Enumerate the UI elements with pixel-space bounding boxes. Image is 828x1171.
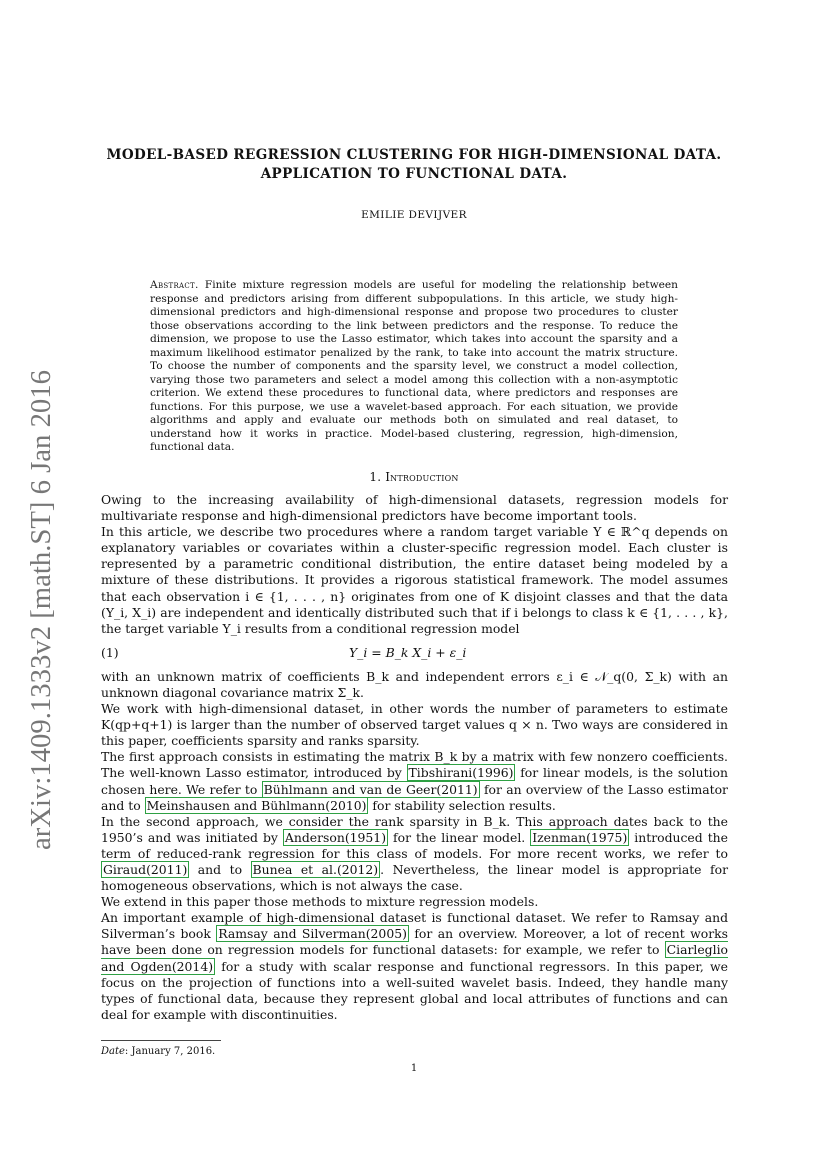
paragraph-text: for linear models, is the solution chosen here. We refer to [101, 765, 728, 797]
citation-link[interactable]: Anderson(1951) [284, 829, 387, 845]
paragraph-text: for the linear model. [388, 829, 531, 845]
citation-link[interactable]: Ramsay and Silverman(2005) [218, 926, 407, 942]
abstract-label: Abstract. [150, 279, 199, 291]
paragraph-text: In the second approach, we consider the rank sparsity in B_k. This approach dates back to the 1950’s and was initiated by [101, 813, 728, 845]
abstract [150, 279, 678, 455]
abstract-text: Finite mixture regression models are useful for modeling the relationship between response and predictors arising from different subpopulations. In this article, we study high-dimensional predictors and high-dimensional response and propose two procedures to cluster those observations according to the link between predictors and the response. To reduce the dimension, we propose to use the Lasso estimator, which takes into account the sparsity and a maximum likelihood estimator penalized by the rank, to take into account the matrix structure. To choose the number of components and the sparsity level, we construct a model collection, varying those two parameters and select a model among this collection with a non-asymptotic criterion. We extend these procedures to functional data, where predictors and responses are functions. For this purpose, we use a wavelet-based approach. For each situation, we provide algorithms and apply and evaluate our methods both on simulated and real dataset, to understand how it works in practice. Model-based clustering, regression, high-dimension, functional data. [150, 279, 678, 453]
paragraph-text: for an overview of the Lasso estimator and to [101, 781, 728, 813]
title-line-2: APPLICATION TO FUNCTIONAL DATA. [260, 166, 568, 182]
paragraph-text: and to [189, 861, 251, 877]
footnote [101, 1046, 215, 1057]
equation-1 [101, 637, 728, 669]
section-title: Introduction [385, 470, 459, 484]
paragraph-text: introduced the term of reduced-rank regression for this class of models. For more recent works, we refer to [101, 829, 728, 861]
paragraph-text: for stability selection results. [368, 797, 556, 813]
title-line-1: MODEL-BASED REGRESSION CLUSTERING FOR HIGH-DIMENSIONAL DATA. [106, 147, 722, 163]
paper-title [0, 146, 828, 184]
arxiv-stamp-text: arXiv:1409.1333v2 [math.ST] 6 Jan 2016 [26, 373, 57, 850]
paragraph-text: An important example of high-dimensional dataset is functional dataset. We refer to Ramsay and Silverman’s book [101, 910, 728, 942]
paragraph-6 [101, 814, 728, 894]
footnote-divider [101, 1040, 221, 1041]
paragraph-3: with an unknown matrix of coefficients B_k and independent errors ε_i ∈ 𝒩_q(0, Σ_k) with an unknown diagonal covariance matrix Σ_k. [101, 668, 728, 700]
paragraph-text: . Nevertheless, the linear model is appropriate for homogeneous observations, which is not always the case. [101, 861, 728, 894]
author-name: EMILIE DEVIJVER [361, 209, 467, 221]
arxiv-stamp [16, 368, 60, 850]
paragraph-5 [101, 749, 728, 813]
footnote-value: : January 7, 2016. [124, 1046, 216, 1057]
footnote-label: Date [101, 1046, 125, 1057]
page-number: 1 [410, 1063, 418, 1074]
section-number: 1. [369, 470, 382, 484]
paragraph-text: for an overview. Moreover, a lot of recent works have been done on regression models for functional datasets: for example, we refer to [101, 926, 728, 958]
citation-link[interactable]: Giraud(2011) [103, 861, 188, 877]
paragraph-8 [101, 910, 728, 1023]
citation-link[interactable]: Meinshausen and Bühlmann(2010) [146, 797, 367, 813]
equation-number: (1) [101, 644, 119, 660]
citation-link[interactable]: Bühlmann and van de Geer(2011) [263, 781, 478, 797]
section-heading [0, 470, 828, 484]
citation-link[interactable]: Tibshirani(1996) [408, 765, 514, 781]
citation-link[interactable]: Ciarleglio and Ogden(2014) [101, 942, 728, 974]
paragraph-7: We extend in this paper those methods to mixture regression models. [101, 894, 539, 910]
paragraph-text: The first approach consists in estimating the matrix B_k by a matrix with few nonzero coefficients. The well-known Lasso estimator, introduced by [101, 749, 728, 781]
paragraph-text: for a study with scalar response and functional regressors. In this paper, we focus on the projection of functions into a well-suited wavelet basis. Indeed, they handle many types of functional data, because they represent global and local attributes of functions and can deal for example with discontinuities. [101, 958, 728, 1022]
equation-formula: Y_i = B_k X_i + ε_i [349, 644, 467, 660]
citation-link[interactable]: Izenman(1975) [532, 829, 628, 845]
citation-link[interactable]: Bunea et al.(2012) [252, 861, 379, 877]
paragraph-4: We work with high-dimensional dataset, in other words the number of parameters to estimate K(qp+q+1) is larger than the number of observed target values q × n. Two ways are considered in this paper, coefficients sparsity and ranks sparsity. [101, 701, 728, 749]
paragraph-2: In this article, we describe two procedures where a random target variable Y ∈ ℝ^q depends on explanatory variables or covariates within a cluster-specific regression model. Each cluster is represented by a parametric conditional distribution, the entire dataset being modeled by a mixture of these distributions. It provides a rigorous statistical framework. The model assumes that each observation i ∈ {1, . . . , n} originates from one of K disjoint classes and that the data (Y_i, X_i) are independent and identically distributed such that if i belongs to class k ∈ {1, . . . , k}, the target variable Y_i results from a conditional regression model [101, 524, 728, 636]
body-text [101, 492, 728, 1023]
paragraph-1: Owing to the increasing availability of high-dimensional datasets, regression models for multivariate response and high-dimensional predictors have become important tools. [101, 492, 728, 524]
